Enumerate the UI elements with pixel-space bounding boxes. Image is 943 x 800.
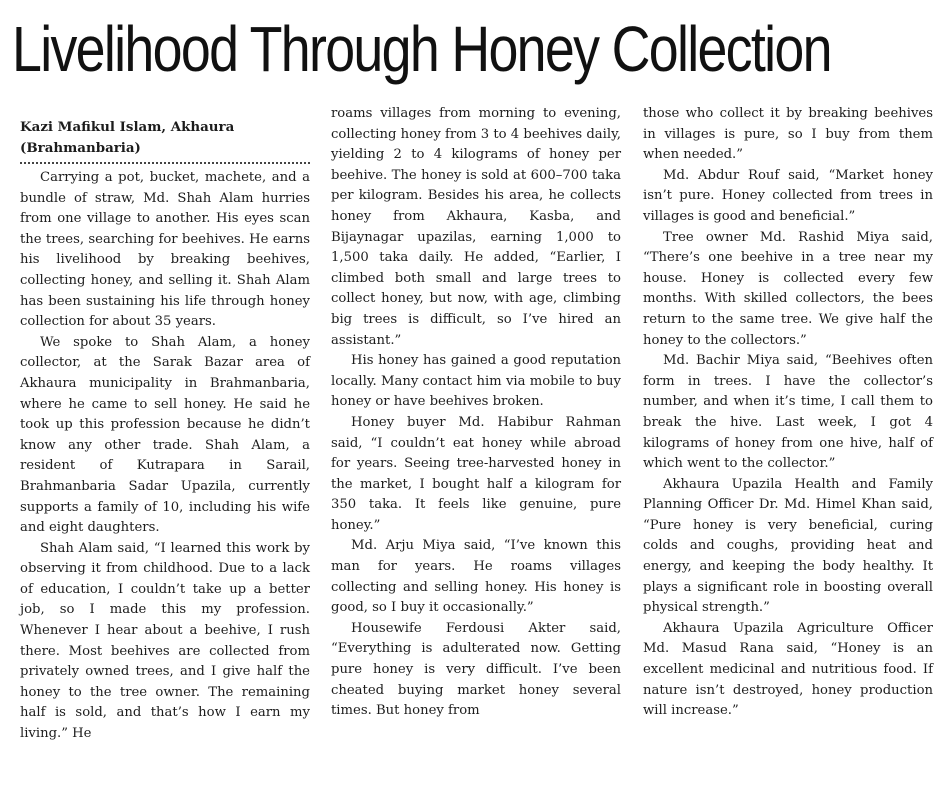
paragraph: Akhaura Upazila Health and Family Planning Officer Dr. Md. Himel Khan said, “Pure honey is very beneficial, curing colds and coughs, providing heat and energy, and keeping the body healthy. It plays a significant role in boosting overall physical strength.” <box>643 476 933 616</box>
byline-author: Kazi Mafikul Islam, Akhaura <box>20 119 235 135</box>
paragraph-continuation: roams villages from morning to evening, collecting honey from 3 to 4 beehives daily, yielding 2 to 4 kilograms of honey per beehive. The honey is sold at 600–700 taka per kilogram. Besides his area, he collects honey from Akhaura, Kasba, and Bijaynagar upazilas, earning 1,000 to 1,500 taka daily. He added, “Earlier, I climbed both small and large trees to collect honey, but now, with age, climbing big trees is difficult, so I’ve hired an assistant.” <box>331 106 621 348</box>
paragraph: We spoke to Shah Alam, a honey collector, at the Sarak Bazar area of Akhaura municipality in Brahmanbaria, where he came to sell honey. He said he took up this profession because he didn’t know any other trade. Shah Alam, a resident of Kutrapara in Sarail, Brahmanbaria Sadar Upazila, currently supports a family of 10, including his wife and eight daughters. <box>20 334 310 536</box>
column-2 <box>331 104 621 722</box>
paragraph: Akhaura Upazila Agriculture Officer Md. Masud Rana said, “Honey is an excellent medicinal and nutritious food. If nature isn’t destroyed, honey production will increase.” <box>643 620 933 719</box>
paragraph: Shah Alam said, “I learned this work by observing it from childhood. Due to a lack of education, I couldn’t take up a better job, so I made this my profession. Whenever I hear about a beehive, I rush there. Most beehives are collected from privately owned trees, and I give half the honey to the tree owner. The remaining half is sold, and that’s how I earn my living.” He <box>20 540 310 742</box>
paragraph: His honey has gained a good reputation locally. Many contact him via mobile to buy honey or have beehives broken. <box>331 353 621 410</box>
paragraph: Md. Abdur Rouf said, “Market honey isn’t pure. Honey collected from trees in villages is good and beneficial.” <box>643 167 933 224</box>
paragraph: Carrying a pot, bucket, machete, and a bundle of straw, Md. Shah Alam hurries from one village to another. His eyes scan the trees, searching for beehives. He earns his livelihood by breaking beehives, collecting honey, and selling it. Shah Alam has been sustaining his life through honey collection for about 35 years. <box>20 170 310 330</box>
paragraph: Md. Arju Miya said, “I’ve known this man for years. He roams villages collecting and selling honey. His honey is good, so I buy it occasionally.” <box>331 538 621 616</box>
paragraph: Honey buyer Md. Habibur Rahman said, “I couldn’t eat honey while abroad for years. Seeing tree-harvested honey in the market, I bought half a kilogram for 350 taka. It feels like genuine, pure honey.” <box>331 414 621 533</box>
column-3 <box>643 104 933 722</box>
byline <box>20 117 310 164</box>
headline: Livelihood Through Honey Collection <box>12 13 831 85</box>
paragraph: Tree owner Md. Rashid Miya said, “There’s one beehive in a tree near my house. Honey is collected every few months. With skilled collectors, the bees return to the same tree. We give half the honey to the collectors.” <box>643 229 933 348</box>
byline-location: (Brahmanbaria) <box>20 140 141 156</box>
paragraph: Md. Bachir Miya said, “Beehives often form in trees. I have the collector’s number, and when it’s time, I call them to break the hive. Last week, I got 4 kilograms of honey from one hive, half of which went to the collector.” <box>643 353 933 472</box>
paragraph-continuation: those who collect it by breaking beehives in villages is pure, so I buy from them when needed.” <box>643 106 933 163</box>
paragraph: Housewife Ferdousi Akter said, “Everything is adulterated now. Getting pure honey is very difficult. I’ve been cheated buying market honey several times. But honey from <box>331 620 621 719</box>
column-1 <box>20 117 310 745</box>
